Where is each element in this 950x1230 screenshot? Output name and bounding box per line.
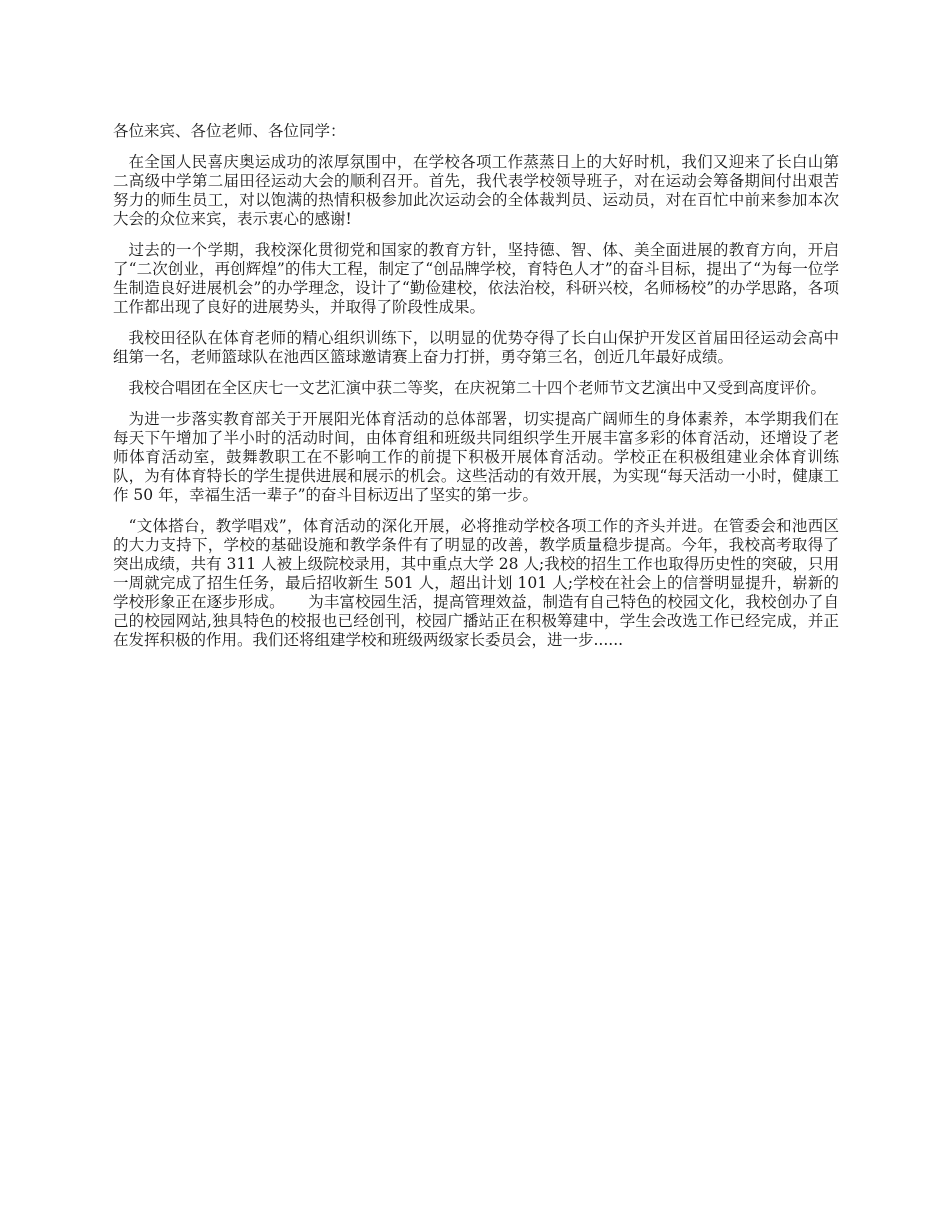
salutation: 各位来宾、各位老师、各位同学： — [113, 122, 346, 140]
paragraph-achievements: “文体搭台，教学唱戏”，体育活动的深化开展，必将推动学校各项工作的齐头并进。在管委会和池西区的大力支持下，学校的基础设施和教学条件有了明显的改善，教学质量稳步提高。今年，我校高考取得了突出成绩，共有 311 人被上级院校录用，其中重点大学 28 人;我校的招生工作也取得历史性的突破，只用一周就完成了招生任务，最后招收新生 501 人，超出计划 101 人;学校在社会上的信誉明显提升，崭新的学校形象正在逐步形成。 为丰富校园生活，提高管理效益，制造有自己特色的校园文化，我校创办了自己的校园网站,独具特色的校报也已经创刊，校园广播站正在积极筹建中，学生会改选工作已经完成，并正在发挥积极的作用。我们还将组建学校和班级两级家长委员会，进一步...... — [113, 517, 839, 649]
paragraph-sunshine-sports: 为进一步落实教育部关于开展阳光体育活动的总体部署，切实提高广阔师生的身体素养，本学期我们在每天下午增加了半小时的活动时间，由体育组和班级共同组织学生开展丰富多彩的体育活动，还增设了老师体育活动室，鼓舞教职工在不影响工作的前提下积极开展体育活动。学校正在积极组建业余体育训练队，为有体育特长的学生提供进展和展示的机会。这些活动的有效开展，为实现“每天活动一小时，健康工作 50 年，幸福生活一辈子”的奋斗目标迈出了坚实的第一步。 — [113, 410, 839, 504]
paragraph-past-semester: 过去的一个学期，我校深化贯彻党和国家的教育方针，坚持德、智、体、美全面进展的教育方向，开启了“二次创业，再创辉煌”的伟大工程，制定了“创品牌学校，育特色人才”的奋斗目标，提出了“为每一位学生制造良好进展机会”的办学理念，设计了“勤俭建校，依法治校，科研兴校，名师杨校”的办学思路，各项工作都出现了良好的进展势头，并取得了阶段性成果。 — [113, 241, 839, 316]
document-page — [113, 122, 839, 662]
paragraph-track-team: 我校田径队在体育老师的精心组织训练下，以明显的优势夺得了长白山保护开发区首届田径运动会高中组第一名，老师篮球队在池西区篮球邀请赛上奋力打拼，勇夺第三名，创近几年最好成绩。 — [113, 329, 839, 366]
paragraph-choir: 我校合唱团在全区庆七一文艺汇演中获二等奖，在庆祝第二十四个老师节文艺演出中又受到高度评价。 — [128, 379, 827, 397]
paragraph-opening: 在全国人民喜庆奥运成功的浓厚氛围中，在学校各项工作蒸蒸日上的大好时机，我们又迎来了长白山第二高级中学第二届田径运动大会的顺利召开。首先，我代表学校领导班子，对在运动会筹备期间付出艰苦努力的师生员工，对以饱满的热情积极参加此次运动会的全体裁判员、运动员，对在百忙中前来参加本次大会的众位来宾，表示衷心的感谢! — [113, 153, 839, 228]
